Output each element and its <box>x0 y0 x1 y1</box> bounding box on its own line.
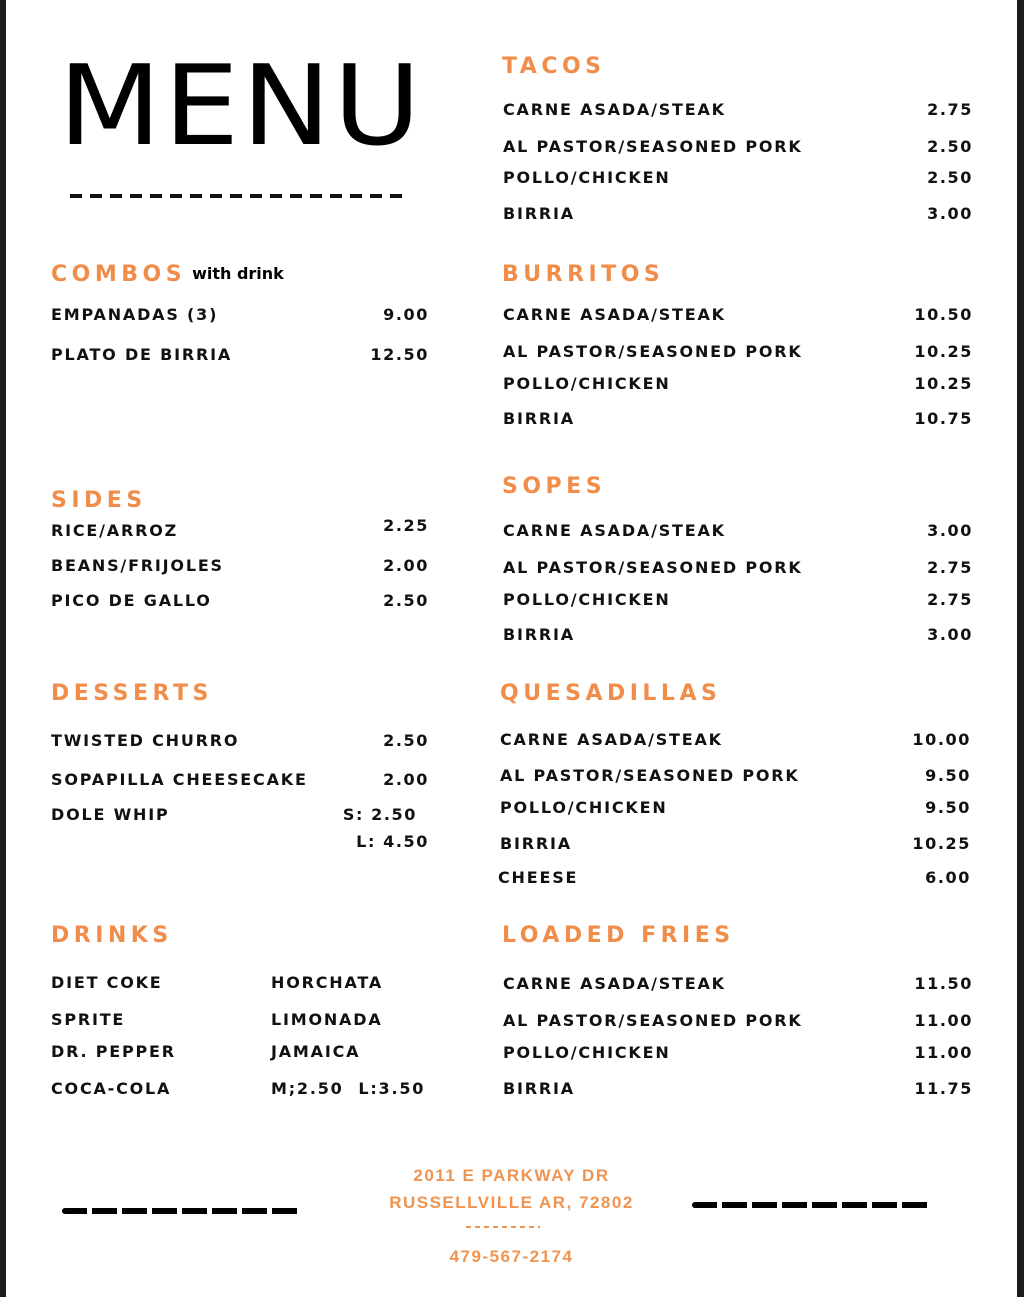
menu-item-price: 3.00 <box>927 625 973 644</box>
menu-item-name: POLLO/CHICKEN <box>500 798 668 817</box>
menu-item-name: EMPANADAS (3) <box>51 305 219 324</box>
footer-small-divider <box>466 1226 540 1228</box>
menu-item-name: TWISTED CHURRO <box>51 731 240 750</box>
menu-item-name: PLATO DE BIRRIA <box>51 345 233 364</box>
menu-item-name: BIRRIA <box>503 204 575 223</box>
menu-item-name: SOPAPILLA CHEESECAKE <box>51 770 308 789</box>
menu-item-name: DOLE WHIP <box>51 805 170 824</box>
section-heading-drinks: DRINKS <box>51 923 173 948</box>
menu-item-price: 2.25 <box>383 516 429 535</box>
section-heading-tacos: TACOS <box>502 54 606 79</box>
menu-item-name: CARNE ASADA/STEAK <box>503 100 726 119</box>
menu-item-price: 10.25 <box>914 374 973 393</box>
menu-item-name: BIRRIA <box>500 834 572 853</box>
menu-item-price: 2.75 <box>927 590 973 609</box>
combos-subheading: with drink <box>192 264 284 283</box>
section-heading-burritos: BURRITOS <box>502 262 665 287</box>
menu-page <box>6 0 1017 1297</box>
menu-item-name: PICO DE GALLO <box>51 591 212 610</box>
title-divider <box>70 194 410 198</box>
menu-item-price: S: 2.50 <box>342 805 417 824</box>
combos-heading-text: COMBOS <box>51 262 187 287</box>
menu-item-price: 2.75 <box>927 100 973 119</box>
menu-item-price: 10.00 <box>912 730 971 749</box>
section-heading-quesadillas: QUESADILLAS <box>500 681 722 706</box>
menu-item-name: POLLO/CHICKEN <box>503 1043 671 1062</box>
menu-item-name: CARNE ASADA/STEAK <box>500 730 723 749</box>
drink-prices: M;2.50 L:3.50 <box>271 1079 426 1098</box>
menu-item-price: 10.25 <box>912 834 971 853</box>
menu-item-name: BIRRIA <box>503 625 575 644</box>
section-heading-loaded-fries: LOADED FRIES <box>502 923 735 948</box>
menu-item-name: CARNE ASADA/STEAK <box>503 974 726 993</box>
menu-item-price: 10.25 <box>914 342 973 361</box>
menu-item-price: 11.75 <box>914 1079 973 1098</box>
menu-item-name: AL PASTOR/SEASONED PORK <box>503 342 803 361</box>
menu-item-price: 3.00 <box>927 204 973 223</box>
page-title: MENU <box>58 42 423 171</box>
drink-name: DIET COKE <box>51 973 163 992</box>
menu-item-name: AL PASTOR/SEASONED PORK <box>503 558 803 577</box>
phone-number: 479-567-2174 <box>449 1247 574 1266</box>
menu-item-price: 2.50 <box>927 168 973 187</box>
menu-item-price: 2.00 <box>383 770 429 789</box>
address-line-1: 2011 E PARKWAY DR <box>413 1166 610 1185</box>
menu-item-price: 11.50 <box>914 974 973 993</box>
menu-item-price: 3.00 <box>927 521 973 540</box>
section-heading-combos <box>51 264 284 286</box>
menu-item-name: RICE/ARROZ <box>51 521 179 540</box>
menu-item-price: 2.50 <box>927 137 973 156</box>
menu-item-name: AL PASTOR/SEASONED PORK <box>500 766 800 785</box>
menu-item-price: 9.50 <box>925 766 971 785</box>
menu-item-name: CARNE ASADA/STEAK <box>503 521 726 540</box>
section-heading-desserts: DESSERTS <box>51 681 213 706</box>
menu-item-price: 11.00 <box>914 1043 973 1062</box>
drink-name: HORCHATA <box>271 973 384 992</box>
drink-name: COCA-COLA <box>51 1079 172 1098</box>
menu-item-price: 2.75 <box>927 558 973 577</box>
menu-item-price: 9.50 <box>925 798 971 817</box>
section-heading-sopes: SOPES <box>502 474 607 499</box>
menu-item-price: 2.00 <box>383 556 429 575</box>
menu-item-name: CARNE ASADA/STEAK <box>503 305 726 324</box>
menu-item-name: BIRRIA <box>503 1079 575 1098</box>
menu-item-price: 12.50 <box>370 345 429 364</box>
menu-item-price-large: L: 4.50 <box>356 832 429 851</box>
menu-item-price: 2.50 <box>383 591 429 610</box>
drink-name: LIMONADA <box>271 1010 383 1029</box>
menu-item-name: POLLO/CHICKEN <box>503 374 671 393</box>
menu-item-name: BIRRIA <box>503 409 575 428</box>
menu-item-name: AL PASTOR/SEASONED PORK <box>503 1011 803 1030</box>
drink-name: SPRITE <box>51 1010 126 1029</box>
menu-item-price: 10.75 <box>914 409 973 428</box>
drink-name: JAMAICA <box>271 1042 361 1061</box>
menu-item-price: 2.50 <box>383 731 429 750</box>
menu-item-name: BEANS/FRIJOLES <box>51 556 224 575</box>
menu-item-price: 9.00 <box>383 305 429 324</box>
address-line-2: RUSSELLVILLE AR, 72802 <box>389 1193 634 1212</box>
menu-item-price: 11.00 <box>914 1011 973 1030</box>
menu-item-name: POLLO/CHICKEN <box>503 590 671 609</box>
menu-item-price: 6.00 <box>925 868 971 887</box>
menu-item-price: 10.50 <box>914 305 973 324</box>
menu-item-name: AL PASTOR/SEASONED PORK <box>503 137 803 156</box>
menu-item-name: CHEESE <box>498 868 579 887</box>
drink-name: DR. PEPPER <box>51 1042 176 1061</box>
menu-item-name: POLLO/CHICKEN <box>503 168 671 187</box>
section-heading-sides: SIDES <box>51 488 147 513</box>
